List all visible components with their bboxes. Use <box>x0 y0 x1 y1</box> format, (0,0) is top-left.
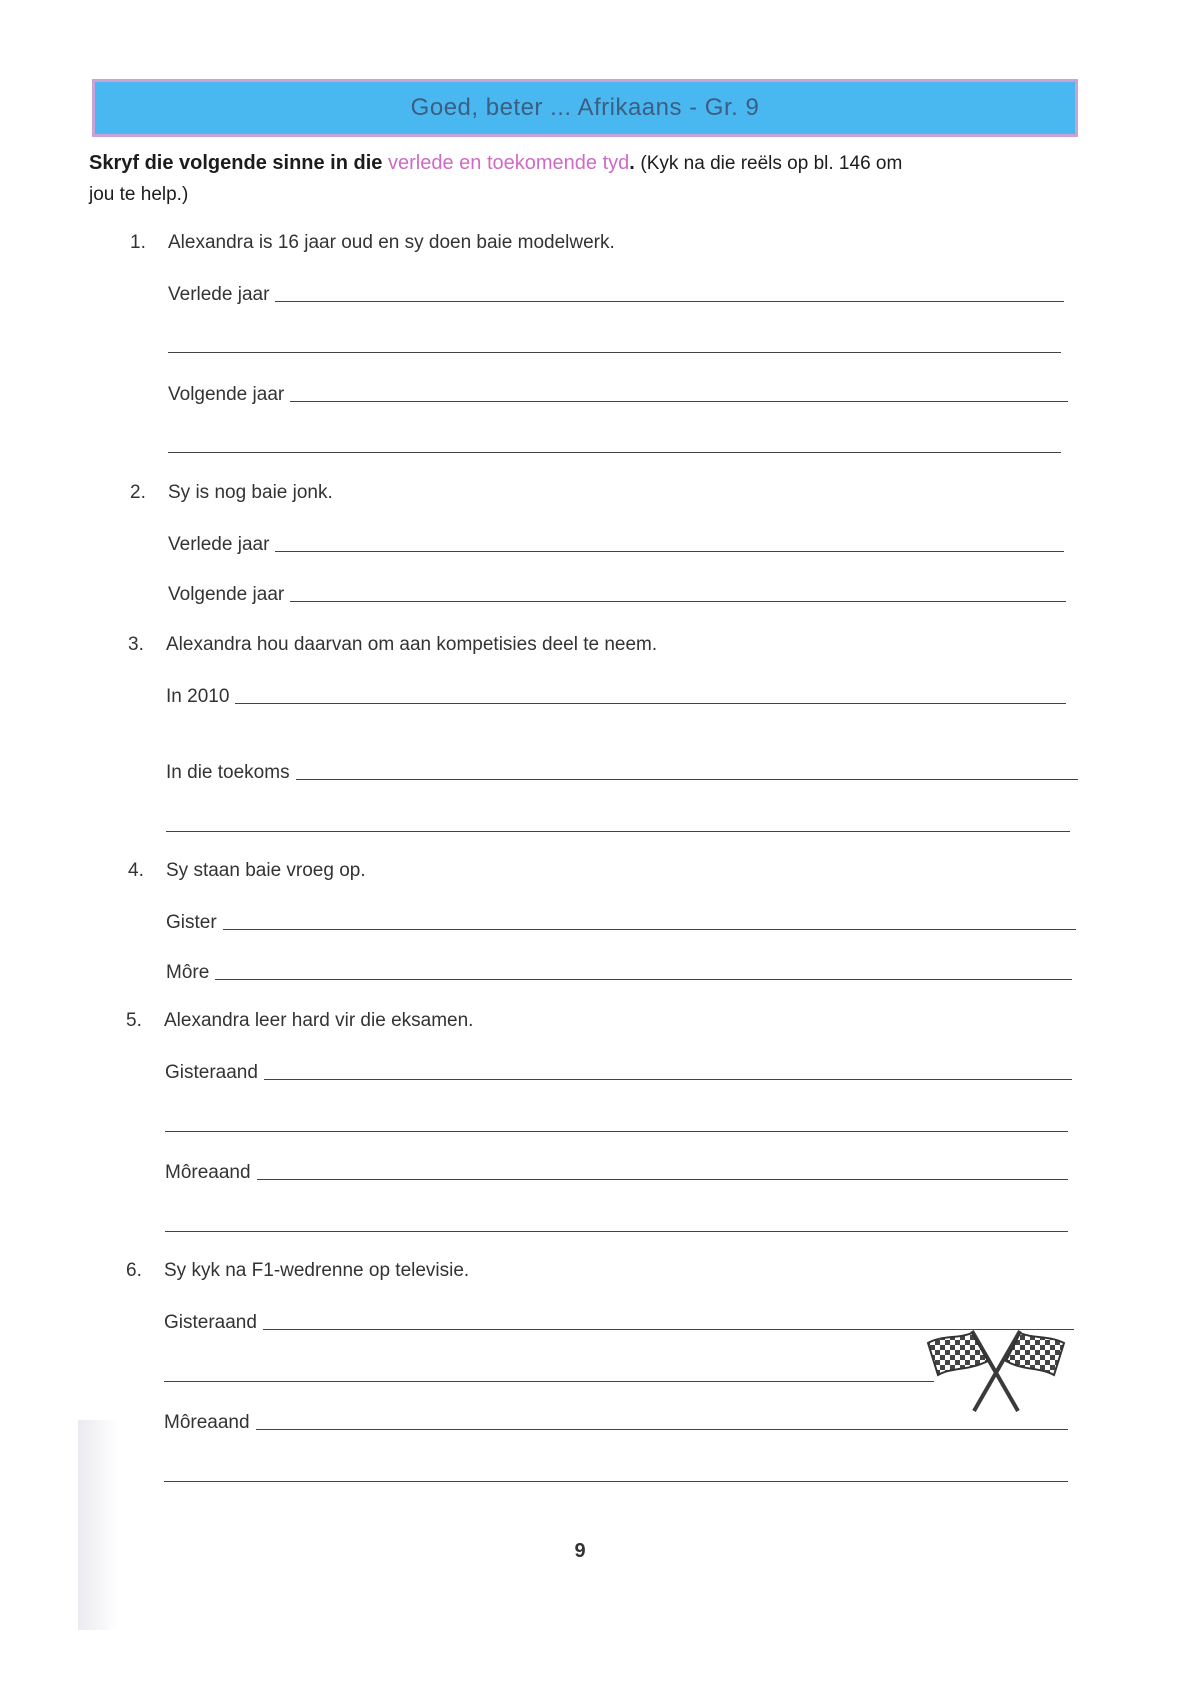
prompt-label: Volgende jaar <box>168 384 285 405</box>
page-shadow <box>78 1420 118 1630</box>
question-5 <box>126 1010 473 1032</box>
answer-line[interactable] <box>290 401 1068 402</box>
answer-line[interactable] <box>264 1079 1072 1080</box>
answer-line[interactable] <box>296 779 1078 780</box>
answer-row-4b <box>166 958 1072 984</box>
question-number: 4. <box>128 860 144 881</box>
question-2 <box>130 482 333 504</box>
answer-line[interactable] <box>215 979 1072 980</box>
answer-line[interactable] <box>235 703 1066 704</box>
answer-row-5a <box>165 1058 1072 1084</box>
answer-line[interactable] <box>165 1231 1068 1232</box>
question-text: Sy staan baie vroeg op. <box>166 860 366 881</box>
prompt-label: In die toekoms <box>166 762 290 783</box>
question-number: 6. <box>126 1260 142 1281</box>
instruction-text <box>89 148 1089 210</box>
checkered-flags-icon <box>920 1325 1070 1415</box>
prompt-label: Môreaand <box>165 1162 251 1183</box>
prompt-label: Gisteraand <box>164 1312 257 1333</box>
answer-line[interactable] <box>168 452 1061 453</box>
question-1 <box>130 232 615 254</box>
prompt-label: In 2010 <box>166 686 230 707</box>
answer-line[interactable] <box>290 601 1066 602</box>
answer-line[interactable] <box>165 1131 1068 1132</box>
header-title: Goed, beter ... Afrikaans - Gr. 9 <box>410 94 760 121</box>
question-text: Alexandra is 16 jaar oud en sy doen baie modelwerk. <box>168 232 615 253</box>
prompt-label: Gisteraand <box>165 1062 258 1083</box>
answer-row-5b <box>165 1158 1068 1184</box>
question-number: 1. <box>130 232 146 253</box>
question-4 <box>128 860 366 882</box>
instruction-period: . <box>629 152 635 174</box>
answer-line[interactable] <box>223 929 1076 930</box>
prompt-label: Môreaand <box>164 1412 250 1433</box>
answer-row-4a <box>166 908 1076 934</box>
question-number: 2. <box>130 482 146 503</box>
question-6 <box>126 1260 469 1282</box>
prompt-label: Verlede jaar <box>168 534 270 555</box>
question-text: Alexandra leer hard vir die eksamen. <box>164 1010 474 1031</box>
header-banner <box>92 79 1078 137</box>
question-3 <box>128 634 657 656</box>
answer-line[interactable] <box>168 352 1061 353</box>
question-text: Sy is nog baie jonk. <box>168 482 333 503</box>
instruction-rest-2: jou te help.) <box>89 184 189 205</box>
prompt-label: Verlede jaar <box>168 284 270 305</box>
answer-row-3b <box>166 758 1078 784</box>
page-number: 9 <box>574 1540 586 1562</box>
answer-line[interactable] <box>275 301 1064 302</box>
instruction-bold: Skryf die volgende sinne in die <box>89 152 383 174</box>
question-text: Alexandra hou daarvan om aan kompetisies deel te neem. <box>166 634 658 655</box>
instruction-highlight: verlede en toekomende tyd <box>387 152 630 174</box>
answer-row-3a <box>166 682 1066 708</box>
prompt-label: Volgende jaar <box>168 584 285 605</box>
question-number: 5. <box>126 1010 142 1031</box>
answer-line[interactable] <box>275 551 1064 552</box>
prompt-label: Môre <box>166 962 210 983</box>
answer-row-1a <box>168 280 1064 306</box>
answer-line[interactable] <box>164 1381 934 1382</box>
answer-line[interactable] <box>166 831 1070 832</box>
answer-row-2a <box>168 530 1064 556</box>
prompt-label: Gister <box>166 912 217 933</box>
question-number: 3. <box>128 634 144 655</box>
answer-line[interactable] <box>256 1429 1068 1430</box>
instruction-rest-1: (Kyk na die reëls op bl. 146 om <box>640 153 903 174</box>
question-text: Sy kyk na F1-wedrenne op televisie. <box>164 1260 470 1281</box>
answer-row-2b <box>168 580 1066 606</box>
answer-row-1b <box>168 380 1068 406</box>
answer-line[interactable] <box>164 1481 1068 1482</box>
answer-line[interactable] <box>257 1179 1068 1180</box>
